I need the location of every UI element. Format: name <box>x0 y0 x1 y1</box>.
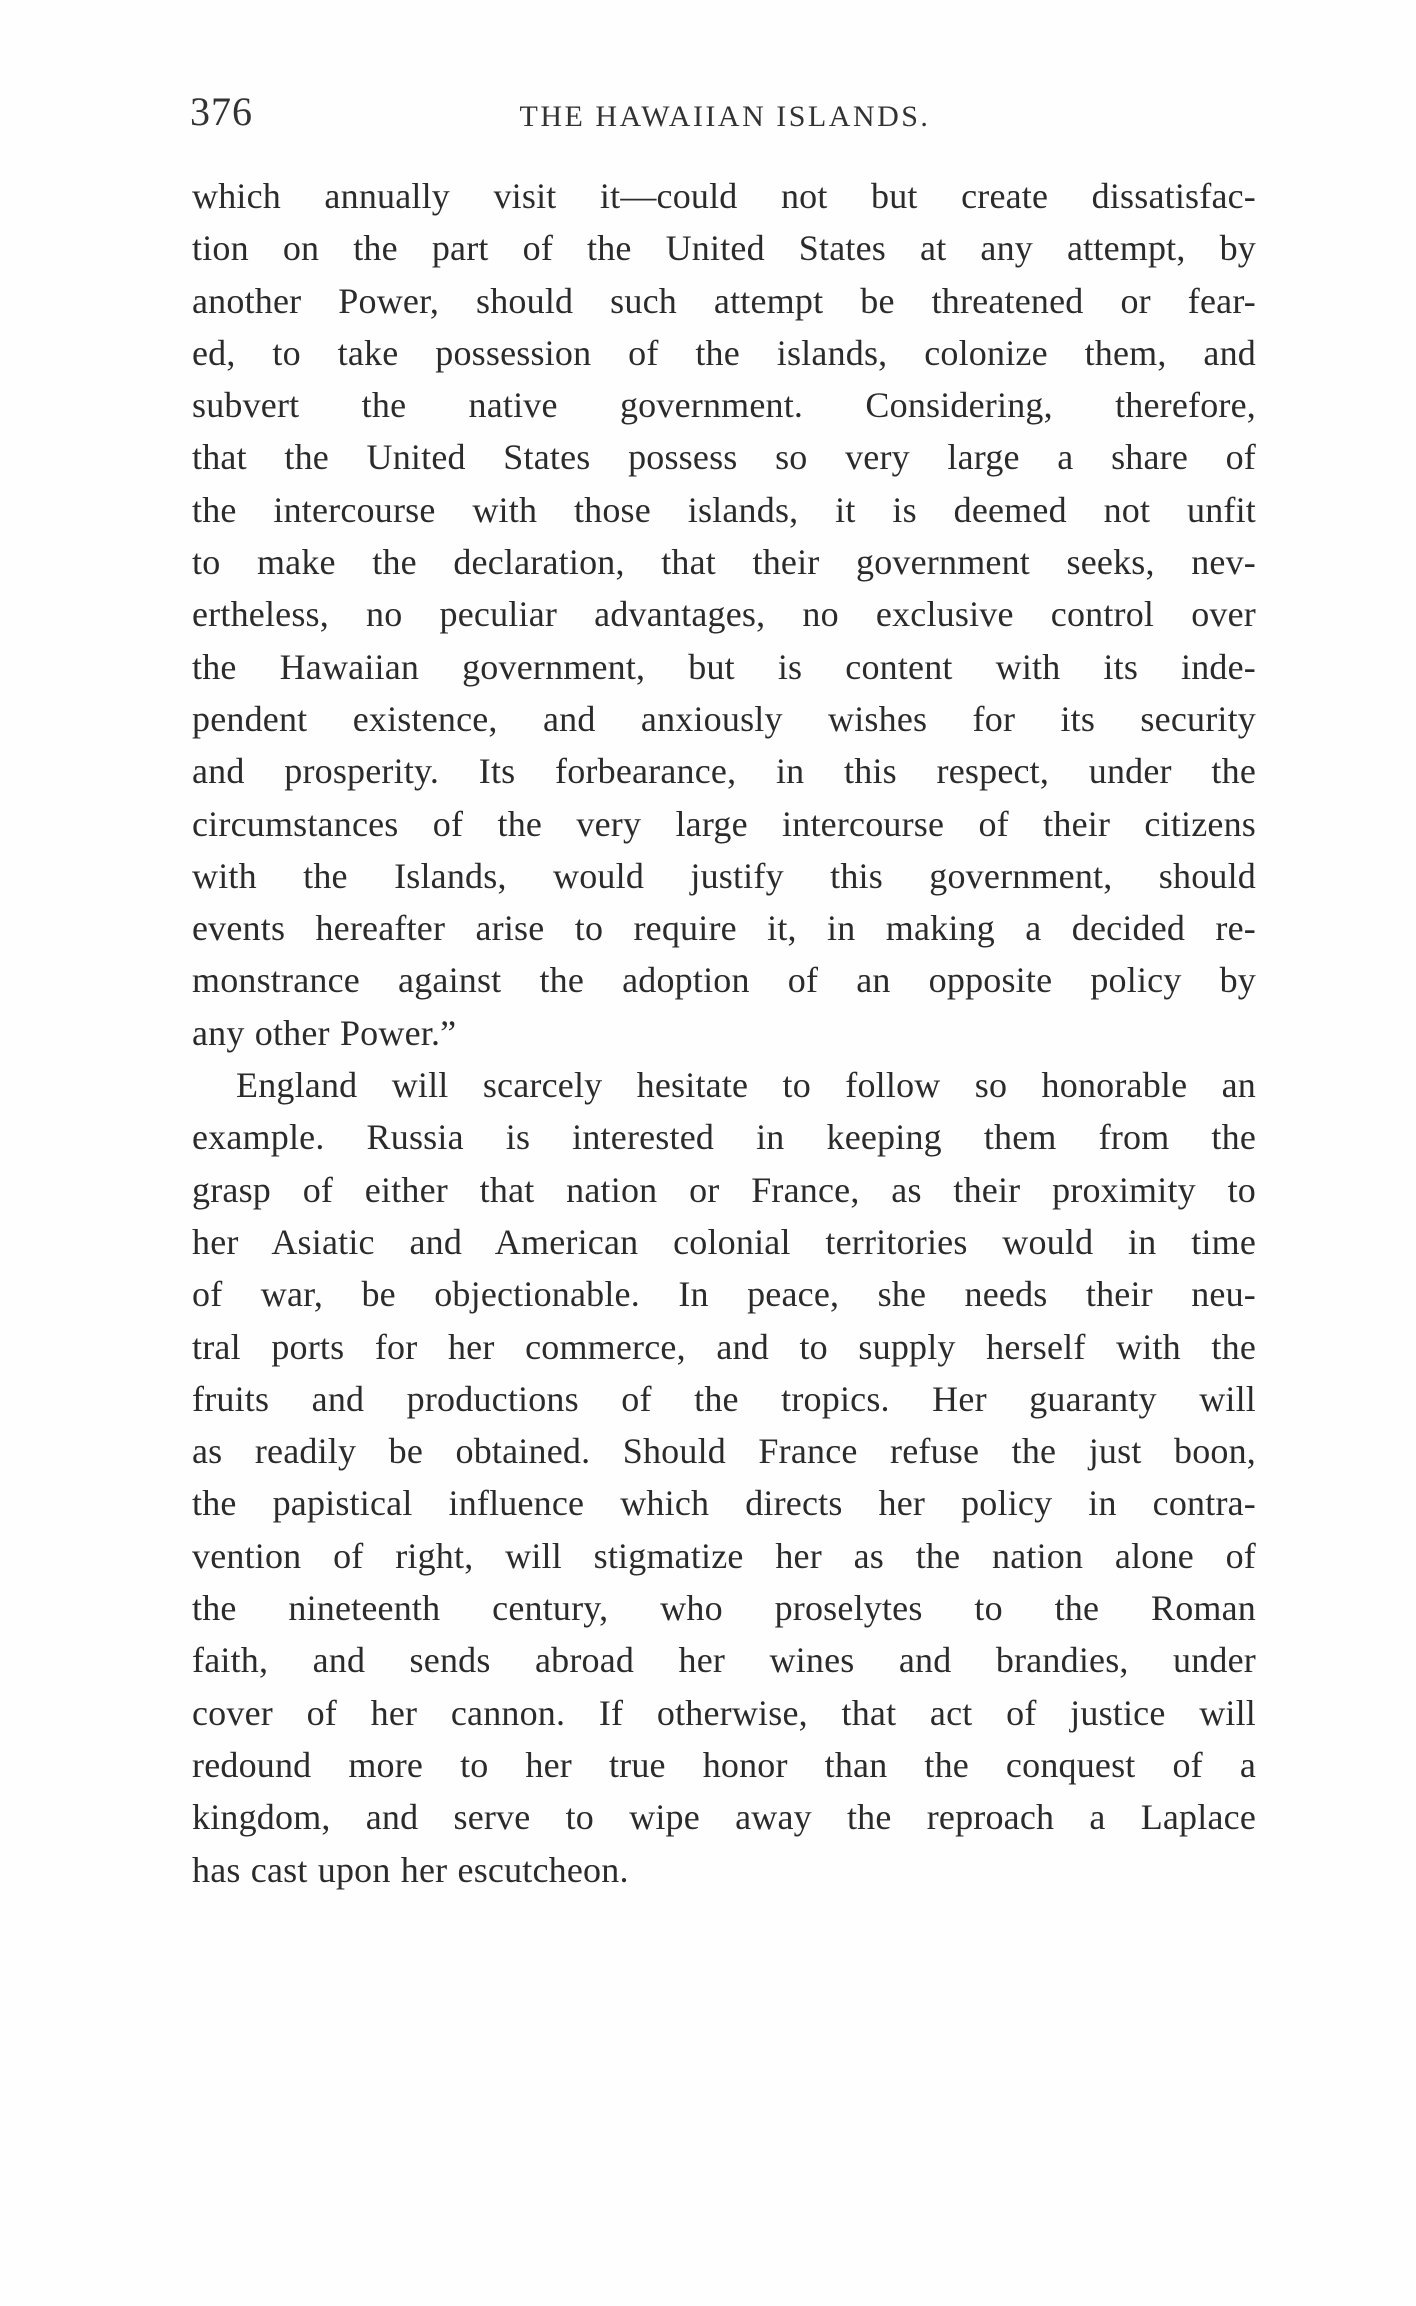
text-line: subvert the native government. Considering, therefore, <box>192 385 1256 426</box>
text-line: grasp of either that nation or France, as their proximity to <box>192 1169 1256 1210</box>
text-line: ed, to take possession of the islands, colonize them, and <box>192 332 1256 373</box>
text-line: with the Islands, would justify this government, should <box>192 855 1256 896</box>
text-line: the intercourse with those islands, it is deemed not unfit <box>192 489 1256 530</box>
text-line: vention of right, will stigmatize her as the nation alone of <box>192 1535 1256 1576</box>
text-line: the Hawaiian government, but is content with its inde- <box>192 646 1256 687</box>
paragraph-first-line: England will scarcely hesitate to follow so honorable an <box>236 1065 1256 1106</box>
text-line: as readily be obtained. Should France refuse the just boon, <box>192 1431 1256 1472</box>
page-number: 376 <box>190 89 253 134</box>
text-line: her Asiatic and American colonial territories would in time <box>192 1221 1256 1262</box>
text-line: faith, and sends abroad her wines and brandies, under <box>192 1640 1256 1681</box>
text-line: pendent existence, and anxiously wishes for its security <box>192 698 1256 739</box>
text-line: the nineteenth century, who proselytes to the Roman <box>192 1588 1256 1629</box>
text-line: to make the declaration, that their government seeks, nev- <box>192 542 1256 583</box>
text-line: redound more to her true honor than the conquest of a <box>192 1744 1256 1785</box>
text-line: example. Russia is interested in keeping them from the <box>192 1117 1256 1158</box>
text-line: cover of her cannon. If otherwise, that act of justice will <box>192 1692 1256 1733</box>
text-line: kingdom, and serve to wipe away the reproach a Laplace <box>192 1797 1256 1838</box>
text-line: the papistical influence which directs her policy in contra- <box>192 1483 1256 1524</box>
running-head <box>190 88 1260 148</box>
text-line: ertheless, no peculiar advantages, no exclusive control over <box>192 594 1256 635</box>
text-line: of war, be objectionable. In peace, she needs their neu- <box>192 1274 1256 1315</box>
text-line: that the United States possess so very large a share of <box>192 437 1256 478</box>
body-text <box>192 170 1256 1896</box>
text-line: tral ports for her commerce, and to supply herself with the <box>192 1326 1256 1367</box>
text-line: circumstances of the very large intercourse of their citizens <box>192 803 1256 844</box>
text-line: events hereafter arise to require it, in making a decided re- <box>192 908 1256 949</box>
text-line: any other Power.” <box>192 1012 457 1053</box>
text-line: which annually visit it—could not but create dissatisfac- <box>192 176 1256 216</box>
text-line: and prosperity. Its forbearance, in this respect, under the <box>192 751 1256 792</box>
text-line: fruits and productions of the tropics. Her guaranty will <box>192 1378 1256 1419</box>
text-line: has cast upon her escutcheon. <box>192 1849 629 1890</box>
text-line: tion on the part of the United States at any attempt, by <box>192 228 1256 269</box>
text-line: another Power, should such attempt be threatened or fear- <box>192 280 1256 321</box>
running-title: THE HAWAIIAN ISLANDS. <box>519 100 931 133</box>
text-line: monstrance against the adoption of an opposite policy by <box>192 960 1256 1001</box>
